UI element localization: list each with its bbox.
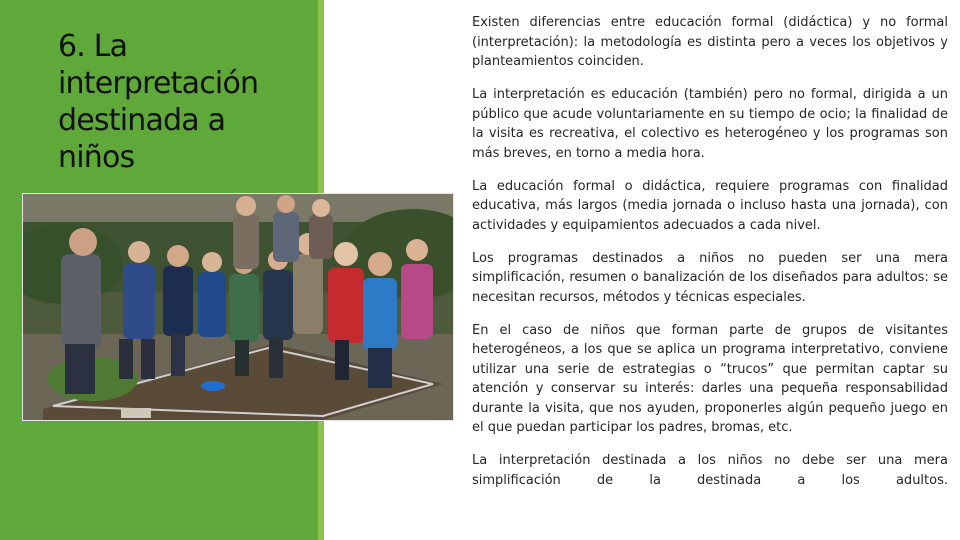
paragraph-formal-education: La educación formal o didáctica, requiere programas con finalidad educativa, más largos (media jornada o incluso hasta una jornada), con actividades y equipamientos adecuados a cada nivel. xyxy=(472,178,948,233)
paragraph-formal-vs-nonformal: Existen diferencias entre educación formal (didáctica) y no formal (interpretación): la metodología es distinta pero a veces los objetivos y planteamientos coinciden. xyxy=(472,15,948,69)
paragraph-conclusion: La interpretación destinada a los niños no debe ser una mera simplificación de la destinada a los adultos. xyxy=(472,453,948,488)
paragraph-strategies: En el caso de niños que forman parte de grupos de visitantes heterogéneos, a los que se aplica un programa interpretativo, conviene utilizar una serie de estrategias o “trucos” que permitan captar su atención y conservar su interés: darles una pequeña responsabilidad durante la visita, que nos ayuden, proponerles algún pequeño juego en el que puedan participar los padres, bromas, etc. xyxy=(472,322,948,435)
slide-body xyxy=(472,13,948,504)
paragraph-interpretation-definition: La interpretación es educación (también) pero no formal, dirigida a un público que acude voluntariamente en su tiempo de ocio; la finalidad de la visita es recreativa, el colectivo es heterogéneo y los programas son más breves, en torno a media hora. xyxy=(472,87,948,161)
paragraph-children-programs: Los programas destinados a niños no pueden ser una mera simplificación, resumen o banalización de los diseñados para adultos: se necesitan recursos, métodos y técnicas especiales. xyxy=(472,250,948,305)
slide-title: 6. La interpretación destinada a niños xyxy=(58,29,259,175)
group-photo xyxy=(22,193,454,421)
